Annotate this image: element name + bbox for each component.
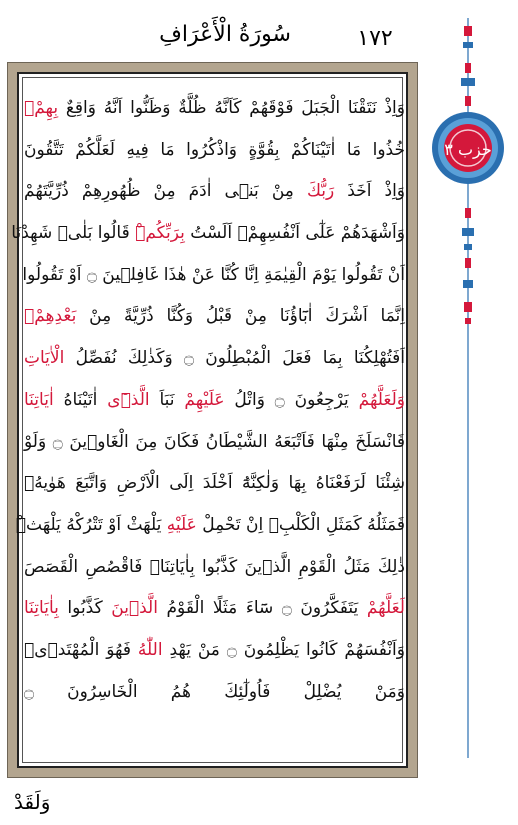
text-segment: يَلْهَثْ اَوْ تَتْرُكْهُ يَلْهَثْۜ (15, 514, 167, 535)
text-segment: فَهُوَ الْمُهْتَدٖىۚ (24, 639, 138, 660)
text-line (15, 505, 405, 547)
text-segment: نَبَاَ (149, 389, 185, 410)
highlighted-word: رَبُّكَ (306, 181, 335, 202)
catchword: وَلَقَدْ (14, 790, 51, 814)
quran-text (11, 88, 405, 713)
text-line (24, 296, 405, 338)
highlighted-word: وَلَعَلَّهُمْ (358, 389, 405, 410)
text-line (24, 672, 405, 714)
text-segment: يَرْجِعُونَ ۝ وَاتْلُ (224, 389, 359, 410)
text-segment: كَذَّبُوا (58, 598, 112, 619)
highlighted-word: اٰيَاتِنَا (24, 389, 54, 410)
highlighted-word: اللّٰهُ (137, 639, 163, 660)
text-segment: وَاِذْ نَتَقْنَا الْجَبَلَ فَوْقَهُمْ كَاَنَّهُ ظُلَّةٌ وَظَنُّوا اَنَّهُ وَاقِعٌ (58, 98, 405, 118)
text-segment: شِئْنَا لَرَفَعْنَاهُ بِهَا وَلٰكِنَّهُٓ اَخْلَدَ اِلَى الْاَرْضِ وَاتَّبَعَ هَوٰيهُۚ (24, 473, 405, 494)
text-segment: وَمَنْ يُضْلِلْ فَاُولٰٓئِكَ هُمُ الْخَاسِرُونَ ۝ (24, 681, 405, 702)
text-line (24, 338, 405, 380)
text-line (24, 422, 405, 464)
hizb-label: حزب ٣ (444, 140, 492, 159)
highlighted-word: عَلَيْهِ (166, 514, 197, 535)
text-line (24, 88, 405, 130)
text-line (24, 130, 405, 172)
text-segment: قَالُوا بَلٰىۚ شَهِدْنَا (11, 223, 136, 244)
text-segment: فَمَثَلُهُ كَمَثَلِ الْكَلْبِۚ اِنْ تَحْمِلْ (196, 514, 405, 535)
text-line (11, 213, 405, 255)
text-segment: اَنْ تَقُولُوا يَوْمَ الْقِيٰمَةِ اِنَّا كُنَّا عَنْ هٰذَا غَافِلٖينَ ۝ اَوْ تَقُولُوا (22, 264, 405, 285)
text-line (24, 630, 405, 672)
text-segment: وَاَنْفُسَهُمْ كَانُوا يَظْلِمُونَ ۝ مَنْ يَهْدِ (162, 639, 405, 660)
hizb-marker (428, 18, 508, 758)
text-segment: اٰتَيْنَاهُ (53, 389, 108, 410)
text-segment: اِنَّمَا اَشْرَكَ اٰبَٓاؤُنَا مِنْ قَبْلُ وَكُنَّا ذُرِّيَّةً مِنْ (76, 306, 405, 327)
text-segment: يَتَفَكَّرُونَ ۝ سَٓاءَ مَثَلًا الْقَوْمُ (157, 598, 367, 619)
page-number: ١٧٢ (357, 26, 393, 51)
highlighted-word: الَّذٖينَ (111, 598, 158, 619)
highlighted-word: بِهِمْۚ (24, 98, 59, 118)
text-segment: خُذُوا مَا اٰتَيْنَاكُمْ بِقُوَّةٍ وَاذْكُرُوا مَا فِيهِ لَعَلَّكُمْ تَتَّقُونَ (24, 139, 405, 160)
text-line (24, 547, 405, 589)
text-line (24, 255, 405, 297)
highlighted-word: لَعَلَّهُمْ (366, 598, 405, 619)
text-line (24, 463, 405, 505)
text-line (24, 380, 405, 422)
text-segment: ذٰلِكَ مَثَلُ الْقَوْمِ الَّذٖينَ كَذَّبُوا بِاٰيَاتِنَاۚ فَاقْصُصِ الْقَصَصَ (24, 556, 405, 577)
surah-title: سُورَةُ الْأَعْرَافِ (159, 22, 291, 47)
text-segment: اَفَتُهْلِكُنَا بِمَا فَعَلَ الْمُبْطِلُونَ ۝ وَكَذٰلِكَ نُفَصِّلُ (64, 348, 405, 369)
highlighted-word: بِرَبِّكُمْۜ (135, 223, 185, 244)
text-segment: فَانْسَلَخَ مِنْهَا فَاَتْبَعَهُ الشَّيْطَانُ فَكَانَ مِنَ الْغَاوٖينَ ۝ وَلَوْ (24, 431, 405, 452)
text-segment: وَاِذْ اَخَذَ (334, 181, 405, 202)
text-segment: مِنْ بَنٖى اٰدَمَ مِنْ ظُهُورِهِمْ ذُرِّيَّتَهُمْ (24, 181, 307, 202)
highlighted-word: بَعْدِهِمْۚ (24, 306, 77, 327)
highlighted-word: عَلَيْهِمْ (184, 389, 225, 410)
highlighted-word: بِاٰيَاتِنَا (24, 598, 59, 619)
text-segment: وَاَشْهَدَهُمْ عَلٰٓى اَنْفُسِهِمْۚ اَلَسْتُ (184, 223, 405, 244)
highlighted-word: الَّذٖٓى (107, 389, 150, 410)
highlighted-word: الْاٰيَاتِ (24, 348, 65, 369)
text-line (24, 588, 405, 630)
text-line (24, 171, 405, 213)
